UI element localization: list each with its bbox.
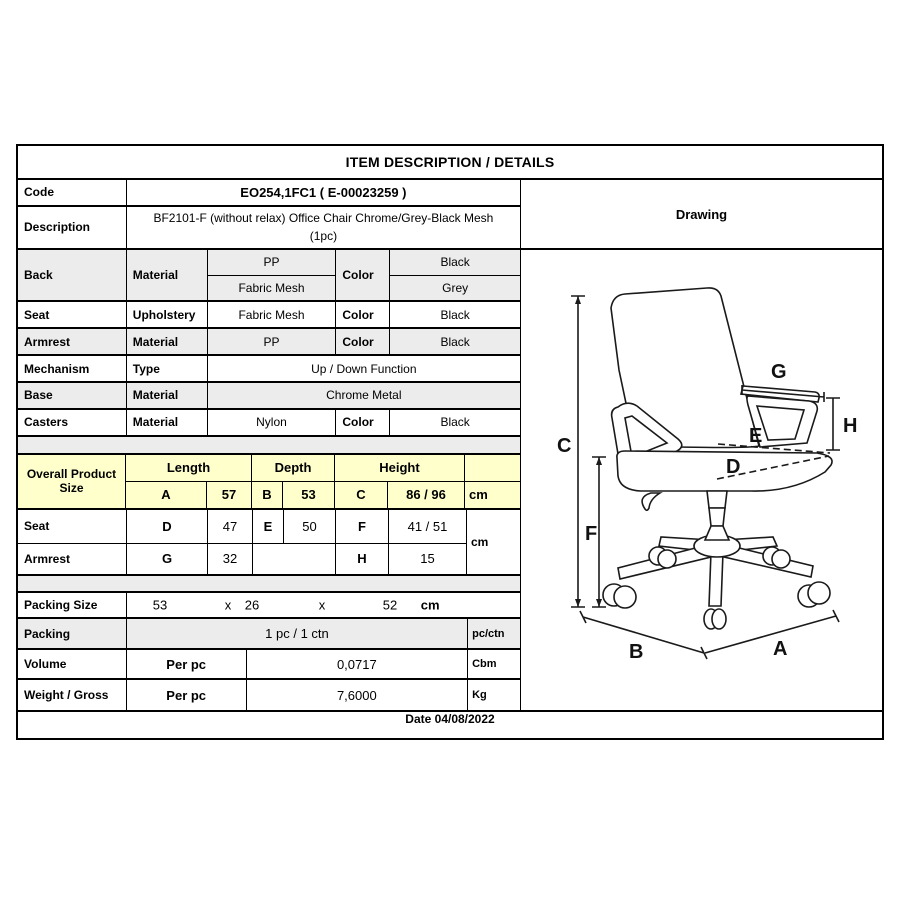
row-description — [18, 207, 520, 250]
chair-seat — [617, 451, 832, 491]
size-c-value: 86 / 96 — [388, 482, 465, 508]
weight-unit: Kg — [472, 689, 487, 702]
weight-per: Per pc — [127, 680, 247, 710]
size-row-armrest — [18, 544, 466, 574]
size-b-letter: B — [252, 482, 283, 508]
caster-icon — [658, 550, 676, 568]
packing-size-label: Packing Size — [18, 593, 127, 618]
packing-dim-1: 53 — [152, 597, 168, 613]
size-a-value: 57 — [207, 482, 252, 508]
size-unit-merged: cm — [466, 510, 520, 574]
base-attr: Material — [127, 383, 208, 408]
size-h-value: 15 — [420, 551, 435, 567]
row-weight — [18, 680, 520, 710]
spacer-row — [18, 437, 520, 455]
volume-label: Volume — [18, 650, 127, 678]
mechanism-attr: Type — [127, 356, 208, 381]
seat-color-label: Color — [336, 302, 390, 327]
casters-attr: Material — [127, 410, 208, 435]
row-packing — [18, 619, 520, 650]
size-seat-label: Seat — [18, 510, 127, 543]
row-volume — [18, 650, 520, 680]
caster-icon — [712, 609, 726, 629]
chair-drawing — [521, 250, 881, 710]
size-e-letter: E — [253, 510, 284, 543]
drawing-area — [521, 250, 882, 710]
size-d-value: 47 — [208, 510, 253, 543]
size-col-length: Length — [126, 455, 252, 481]
chair-base — [603, 535, 830, 629]
description-value: BF2101-F (without relax) Office Chair Chrome/Grey-Black Mesh (1pc) — [153, 210, 494, 244]
size-f-value: 41 / 51 — [407, 518, 448, 534]
caster-icon — [614, 586, 636, 608]
size-g-letter: G — [127, 544, 208, 574]
packing-dim-2: 26 — [244, 597, 260, 613]
row-packing-size — [18, 593, 520, 620]
size-header-grid — [126, 455, 520, 508]
casters-label: Casters — [18, 410, 127, 435]
size-table-label: Overall Product Size — [18, 455, 126, 508]
casters-color-label: Color — [336, 410, 390, 435]
weight-value: 7,6000 — [247, 680, 469, 710]
description-label: Description — [18, 207, 127, 248]
dim-line-b — [580, 611, 707, 663]
volume-unit: Cbm — [472, 658, 497, 671]
dim-label-g: G — [771, 361, 787, 383]
caster-icon — [772, 550, 790, 568]
size-c-letter: C — [335, 482, 388, 508]
packing-value: 1 pc / 1 ctn — [127, 619, 468, 648]
page-title: ITEM DESCRIPTION / DETAILS — [18, 146, 882, 180]
base-label: Base — [18, 383, 127, 408]
size-table-header — [18, 455, 520, 510]
size-g-value: 32 — [208, 544, 253, 574]
size-armrest-label: Armrest — [18, 544, 127, 574]
dim-label-h: H — [843, 415, 858, 437]
row-base — [18, 383, 520, 410]
size-d-letter: D — [127, 510, 208, 543]
date-row: Date 04/08/2022 — [18, 710, 882, 726]
dim-label-c: C — [557, 435, 572, 457]
sheet-frame — [16, 144, 884, 740]
size-unit-cm: cm — [469, 487, 488, 503]
back-material-2: Fabric Mesh — [238, 280, 305, 295]
armrest-label: Armrest — [18, 329, 127, 354]
code-label: Code — [18, 180, 127, 205]
seat-color: Black — [440, 307, 470, 322]
back-materials — [208, 250, 337, 301]
row-code — [18, 180, 520, 207]
casters-value: Nylon — [208, 410, 337, 435]
dim-line-c — [571, 296, 585, 607]
caster-icon — [808, 582, 830, 604]
back-color-1: Black — [390, 250, 520, 276]
dim-label-f: F — [585, 523, 598, 545]
armrest-value: PP — [208, 329, 337, 354]
row-casters — [18, 410, 520, 437]
packing-size-values — [127, 593, 520, 618]
mechanism-label: Mechanism — [18, 356, 127, 381]
packing-x-2: x — [318, 597, 326, 613]
drawing-panel — [521, 180, 882, 710]
seat-label: Seat — [18, 302, 127, 327]
seat-attr: Upholstery — [127, 302, 208, 327]
sheet-body — [18, 180, 882, 710]
volume-per: Per pc — [127, 650, 247, 678]
armrest-color: Black — [440, 334, 470, 349]
dim-label-d: D — [726, 456, 741, 478]
seat-value: Fabric Mesh — [208, 302, 337, 327]
back-attr: Material — [127, 250, 208, 301]
back-label: Back — [18, 250, 127, 301]
row-back — [18, 250, 520, 303]
mechanism-value: Up / Down Function — [311, 361, 417, 376]
packing-dim-3: 52 — [382, 597, 398, 613]
volume-value: 0,0717 — [247, 650, 469, 678]
code-value: EO254,1FC1 ( E-00023259 ) — [240, 184, 407, 200]
casters-color: Black — [440, 415, 470, 430]
back-color-2: Grey — [442, 280, 469, 295]
back-material-1: PP — [208, 250, 336, 276]
size-a-letter: A — [126, 482, 207, 508]
dim-label-a: A — [773, 638, 788, 660]
size-h-letter: H — [336, 544, 389, 574]
back-colors — [390, 250, 520, 301]
weight-label: Weight / Gross — [18, 680, 127, 710]
size-f-letter: F — [336, 510, 389, 543]
armrest-color-label: Color — [336, 329, 390, 354]
base-value: Chrome Metal — [326, 388, 402, 403]
size-col-empty — [465, 455, 520, 481]
size-b-value: 53 — [283, 482, 335, 508]
chair-gas-lift — [705, 491, 729, 540]
spacer-row — [18, 576, 520, 593]
dim-line-h — [826, 398, 857, 450]
dim-label-e: E — [749, 425, 763, 447]
drawing-title: Drawing — [521, 180, 882, 250]
packing-unit-cell: pc/ctn — [472, 627, 505, 640]
back-color-label: Color — [336, 250, 390, 301]
size-table-body — [18, 510, 520, 576]
size-row-seat — [18, 510, 466, 544]
row-seat — [18, 302, 520, 329]
row-armrest — [18, 329, 520, 356]
packing-label: Packing — [18, 619, 127, 648]
row-mechanism — [18, 356, 520, 383]
size-e-value: 50 — [284, 510, 336, 543]
size-col-height: Height — [335, 455, 465, 481]
armrest-attr: Material — [127, 329, 208, 354]
packing-unit: cm — [420, 597, 440, 613]
spec-table — [18, 180, 521, 710]
size-col-depth: Depth — [252, 455, 335, 481]
size-empty-cell — [253, 544, 336, 574]
chair-lever — [642, 493, 660, 510]
dim-label-b: B — [629, 641, 644, 663]
packing-x-1: x — [224, 597, 232, 613]
